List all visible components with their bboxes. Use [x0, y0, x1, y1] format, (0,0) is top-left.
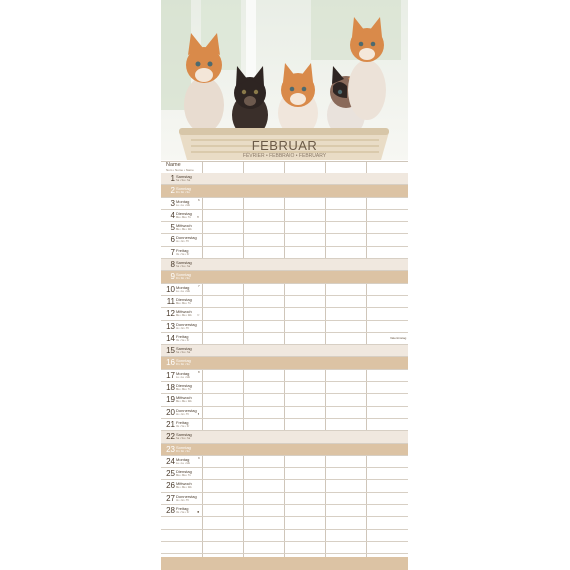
- day-row: [161, 480, 408, 492]
- day-number: 11: [166, 296, 175, 306]
- week-number: 9: [198, 455, 200, 460]
- day-row: [161, 505, 408, 517]
- day-number: 1: [170, 174, 175, 183]
- month-title: FEBRUAR: [251, 138, 318, 153]
- weekday-name: Donnerstag: [176, 407, 197, 413]
- weekday-translations: Ve • Ve • Fr: [176, 252, 190, 256]
- weekday-translations: Je • Gi • Th: [176, 412, 190, 416]
- weekday-name: Montag: [176, 370, 190, 376]
- day-number: 24: [166, 456, 175, 466]
- weekday-name: Sonntag: [176, 444, 191, 450]
- moon-phase-icon: ○: [197, 312, 200, 318]
- weekday-name: Mittwoch: [176, 309, 192, 315]
- weekday-name: Mittwoch: [176, 395, 192, 401]
- day-rows: [161, 173, 408, 554]
- day-number: 7: [170, 247, 175, 257]
- weekday-translations: Di • Do • Su: [176, 277, 190, 281]
- weekday-translations: Sa • Sa • Sa: [176, 437, 191, 441]
- day-row: [161, 234, 408, 246]
- weekday-name: Dienstag: [176, 296, 192, 302]
- day-row: [161, 247, 408, 259]
- weekday-name: Freitag: [176, 419, 189, 425]
- day-row: [161, 321, 408, 333]
- day-number: 23: [166, 444, 175, 454]
- weekday-name: Montag: [176, 456, 190, 462]
- weekday-translations: Me • Me • We: [176, 228, 192, 232]
- day-row: [161, 210, 408, 222]
- day-number: 15: [166, 346, 175, 356]
- weekday-translations: Di • Do • Su: [176, 363, 190, 367]
- weekday-translations: Ve • Ve • Fr: [176, 511, 190, 515]
- day-row: [161, 394, 408, 406]
- calendar-footer: [161, 557, 408, 570]
- weekday-translations: Lu • Lu • Mo: [176, 375, 191, 379]
- weekday-translations: Ve • Ve • Fr: [176, 338, 190, 342]
- weekday-name: Montag: [176, 198, 190, 204]
- weekday-name: Dienstag: [176, 210, 192, 216]
- weekday-name: Freitag: [176, 506, 189, 512]
- day-row: [161, 370, 408, 382]
- weekday-name: Donnerstag: [176, 493, 197, 499]
- weekday-name: Samstag: [176, 174, 192, 179]
- day-number: 2: [170, 186, 175, 196]
- weekday-translations: Me • Me • We: [176, 314, 192, 318]
- holiday-note: Valentinstag: [390, 335, 407, 340]
- name-column-header: Name: [166, 162, 181, 168]
- day-row: [161, 357, 408, 369]
- weekday-name: Samstag: [176, 346, 192, 352]
- day-row: [161, 284, 408, 296]
- moon-phase-icon: ●: [197, 509, 200, 515]
- kittens-photo: [161, 0, 408, 160]
- weekday-name: Montag: [176, 284, 190, 290]
- week-number: 8: [198, 369, 200, 374]
- day-number: 19: [166, 395, 175, 405]
- day-row: [161, 271, 408, 283]
- weekday-name: Dienstag: [176, 383, 192, 389]
- weekday-translations: Sa • Sa • Sa: [176, 179, 191, 182]
- weekday-translations: Di • Do • Su: [176, 191, 190, 195]
- day-row: [161, 173, 408, 185]
- weekday-name: Samstag: [176, 432, 192, 438]
- weekday-translations: Sa • Sa • Sa: [176, 265, 191, 269]
- day-row: [161, 444, 408, 456]
- weekday-name: Freitag: [176, 247, 189, 253]
- weekday-translations: Me • Me • We: [176, 400, 192, 404]
- day-row: [161, 333, 408, 345]
- week-number: 7: [198, 283, 200, 288]
- moon-phase-icon: ◑: [197, 410, 200, 416]
- weekday-translations: Ma • Ma • Tu: [176, 215, 191, 219]
- month-subtitle: FÉVRIER • FEBBRAIO • FEBRUARY: [242, 153, 327, 159]
- day-row: [161, 517, 408, 529]
- day-number: 8: [170, 260, 175, 270]
- weekday-translations: Ma • Ma • Tu: [176, 388, 191, 392]
- weekday-translations: Lu • Lu • Mo: [176, 289, 191, 293]
- day-number: 12: [166, 309, 175, 319]
- day-row: [161, 198, 408, 210]
- wall-calendar: [161, 0, 408, 570]
- day-number: 21: [166, 419, 175, 429]
- weekday-name: Donnerstag: [176, 321, 197, 327]
- weekday-translations: Lu • Lu • Mo: [176, 203, 191, 207]
- name-column-subheader: Nom • Nome • Name: [166, 168, 194, 172]
- weekday-name: Sonntag: [176, 358, 191, 364]
- day-number: 4: [170, 210, 175, 220]
- week-number: 6: [198, 197, 200, 202]
- day-row: [161, 308, 408, 320]
- day-number: 18: [166, 383, 175, 393]
- day-number: 25: [166, 469, 175, 479]
- weekday-translations: Ve • Ve • Fr: [176, 424, 190, 428]
- weekday-name: Mittwoch: [176, 223, 192, 229]
- day-row: [161, 431, 408, 443]
- day-number: 26: [166, 481, 175, 491]
- day-number: 16: [166, 358, 175, 368]
- weekday-name: Freitag: [176, 333, 189, 339]
- day-number: 3: [170, 198, 175, 208]
- weekday-translations: Je • Gi • Th: [176, 240, 190, 244]
- day-row: [161, 296, 408, 308]
- weekday-translations: Ma • Ma • Tu: [176, 301, 191, 305]
- day-number: 17: [166, 370, 175, 380]
- day-number: 28: [166, 506, 175, 516]
- weekday-translations: Je • Gi • Th: [176, 498, 190, 502]
- day-row: [161, 382, 408, 394]
- weekday-translations: Me • Me • We: [176, 486, 192, 490]
- weekday-translations: Sa • Sa • Sa: [176, 351, 191, 355]
- day-row: [161, 345, 408, 357]
- weekday-name: Sonntag: [176, 186, 191, 192]
- day-row: [161, 542, 408, 554]
- weekday-name: Mittwoch: [176, 481, 192, 487]
- day-number: 22: [166, 432, 175, 442]
- day-number: 6: [170, 235, 175, 245]
- weekday-name: Sonntag: [176, 272, 191, 278]
- day-row: [161, 456, 408, 468]
- day-row: [161, 185, 408, 197]
- day-row: [161, 259, 408, 271]
- weekday-translations: Lu • Lu • Mo: [176, 461, 191, 465]
- day-row: [161, 493, 408, 505]
- day-number: 27: [166, 493, 175, 503]
- day-row: [161, 407, 408, 419]
- day-number: 20: [166, 407, 175, 417]
- weekday-translations: Je • Gi • Th: [176, 326, 190, 330]
- day-number: 9: [170, 272, 175, 282]
- weekday-translations: Ma • Ma • Tu: [176, 474, 191, 478]
- moon-phase-icon: ◐: [197, 213, 200, 219]
- weekday-name: Donnerstag: [176, 235, 197, 241]
- day-row: [161, 468, 408, 480]
- day-number: 14: [166, 333, 175, 343]
- day-row: [161, 222, 408, 234]
- day-number: 13: [166, 321, 175, 331]
- weekday-translations: Di • Do • Su: [176, 449, 190, 453]
- day-number: 5: [170, 223, 175, 233]
- weekday-name: Dienstag: [176, 469, 192, 475]
- day-row: [161, 419, 408, 431]
- day-row: [161, 530, 408, 542]
- weekday-name: Samstag: [176, 260, 192, 266]
- day-number: 10: [166, 284, 175, 294]
